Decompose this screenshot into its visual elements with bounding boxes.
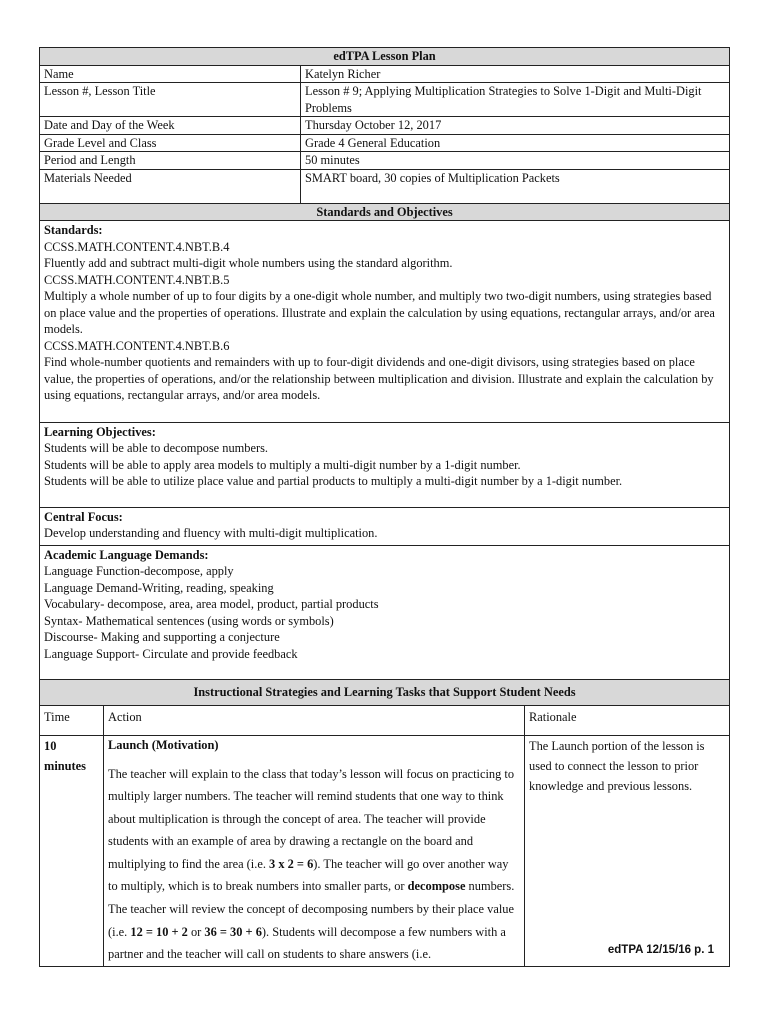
info-row-materials: [40, 169, 730, 203]
info-row-date: [40, 117, 730, 135]
objective-item: Students will be able to utilize place value and partial products to multiply a multi-digit number by a 1-digit number.: [44, 474, 623, 488]
language-item: Vocabulary- decompose, area, area model, product, partial products: [44, 597, 379, 611]
launch-rationale: The Launch portion of the lesson is used to connect the lesson to prior knowledge and previous lessons.: [525, 735, 730, 966]
info-label: Name: [40, 65, 301, 83]
standards-section: [40, 221, 730, 423]
launch-description: The teacher will explain to the class that today’s lesson will focus on practicing to multiply larger numbers. The teacher will remind students that one way to think about multiplication is through the concept of area. The teacher will provide students with an example of area by drawing a rectangle on the board and multiplying to find the area (i.e. 3 x 2 = 6). The teacher will go over another way to multiply, which is to break numbers into smaller parts, or decompose numbers. The teacher will review the concept of decomposing numbers by their place value (i.e. 12 = 10 + 2 or 36 = 30 + 6). Students will decompose a few numbers with a partner and the teacher will call on students to share answers (i.e.: [108, 766, 515, 962]
plan-title: edTPA Lesson Plan: [40, 48, 730, 66]
objective-item: Students will be able to apply area models to multiply a multi-digit number by a 1-digit number.: [44, 457, 521, 472]
standards-header: Standards and Objectives: [40, 203, 730, 221]
lesson-plan-page: [39, 47, 729, 967]
info-label: Materials Needed: [40, 169, 301, 203]
language-item: Language Demand-Writing, reading, speaking: [44, 580, 274, 595]
launch-row: [40, 735, 730, 966]
language-item: Syntax- Mathematical sentences (using words or symbols): [44, 613, 334, 628]
central-focus-text: Develop understanding and fluency with multi-digit multiplication.: [44, 526, 378, 540]
strategies-header: Instructional Strategies and Learning Tasks that Support Student Needs: [40, 680, 730, 706]
column-header-rationale: Rationale: [525, 705, 730, 735]
info-row-grade: [40, 134, 730, 152]
language-item: Language Support- Circulate and provide feedback: [44, 646, 298, 661]
info-value: Katelyn Richer: [301, 65, 730, 83]
info-value: SMART board, 30 copies of Multiplication Packets: [301, 169, 730, 203]
standard-code: CCSS.MATH.CONTENT.4.NBT.B.5: [44, 272, 230, 287]
equation-decompose-36: 36 = 30 + 6: [204, 924, 262, 939]
standard-text: Fluently add and subtract multi-digit whole numbers using the standard algorithm.: [44, 256, 453, 270]
equation-decompose-12: 12 = 10 + 2: [130, 924, 188, 939]
info-value: Thursday October 12, 2017: [301, 117, 730, 135]
info-row-lesson: [40, 83, 730, 117]
column-header-row: [40, 705, 730, 735]
objective-item: Students will be able to decompose numbers.: [44, 441, 269, 455]
info-value: 50 minutes: [301, 152, 730, 170]
info-label: Period and Length: [40, 152, 301, 170]
lesson-plan-table: [39, 47, 730, 967]
standard-text: Multiply a whole number of up to four digits by a one-digit whole number, and multiply two two-digit numbers, using strategies based on place value and the properties of operations. Illustrate and explain the calculation by using equations, rectangular arrays, and/or area models.: [44, 289, 715, 336]
standards-title: Standards:: [44, 223, 103, 237]
language-section: [40, 545, 730, 680]
launch-action: [104, 735, 525, 966]
launch-title: Launch (Motivation): [108, 737, 219, 752]
standard-code: CCSS.MATH.CONTENT.4.NBT.B.4: [44, 239, 230, 254]
info-row-name: [40, 65, 730, 83]
info-label: Grade Level and Class: [40, 134, 301, 152]
column-header-action: Action: [104, 705, 525, 735]
info-row-period: [40, 152, 730, 170]
standard-code: CCSS.MATH.CONTENT.4.NBT.B.6: [44, 338, 230, 353]
column-header-time: Time: [40, 705, 104, 735]
info-value: Lesson # 9; Applying Multiplication Strategies to Solve 1-Digit and Multi-Digit Problems: [301, 83, 730, 117]
info-label: Lesson #, Lesson Title: [40, 83, 301, 117]
launch-time: 10 minutes: [40, 735, 104, 966]
page-footer: edTPA 12/15/16 p. 1: [607, 944, 714, 956]
keyword-decompose: decompose: [407, 879, 466, 894]
equation-area: 3 x 2 = 6: [269, 856, 314, 871]
standard-text: Find whole-number quotients and remainders with up to four-digit dividends and one-digit divisors, using strategies based on place value, the properties of operations, and/or the relationship between multiplication and division. Illustrate and explain the calculation by using equations, rectangular arrays, and/or area models.: [44, 355, 714, 402]
objectives-section: [40, 422, 730, 507]
central-focus-title: Central Focus:: [44, 509, 123, 524]
info-label: Date and Day of the Week: [40, 117, 301, 135]
language-title: Academic Language Demands:: [44, 547, 209, 562]
info-value: Grade 4 General Education: [301, 134, 730, 152]
central-focus-section: [40, 507, 730, 545]
objectives-title: Learning Objectives:: [44, 424, 156, 439]
language-item: Discourse- Making and supporting a conjecture: [44, 630, 280, 644]
language-item: Language Function-decompose, apply: [44, 564, 234, 578]
